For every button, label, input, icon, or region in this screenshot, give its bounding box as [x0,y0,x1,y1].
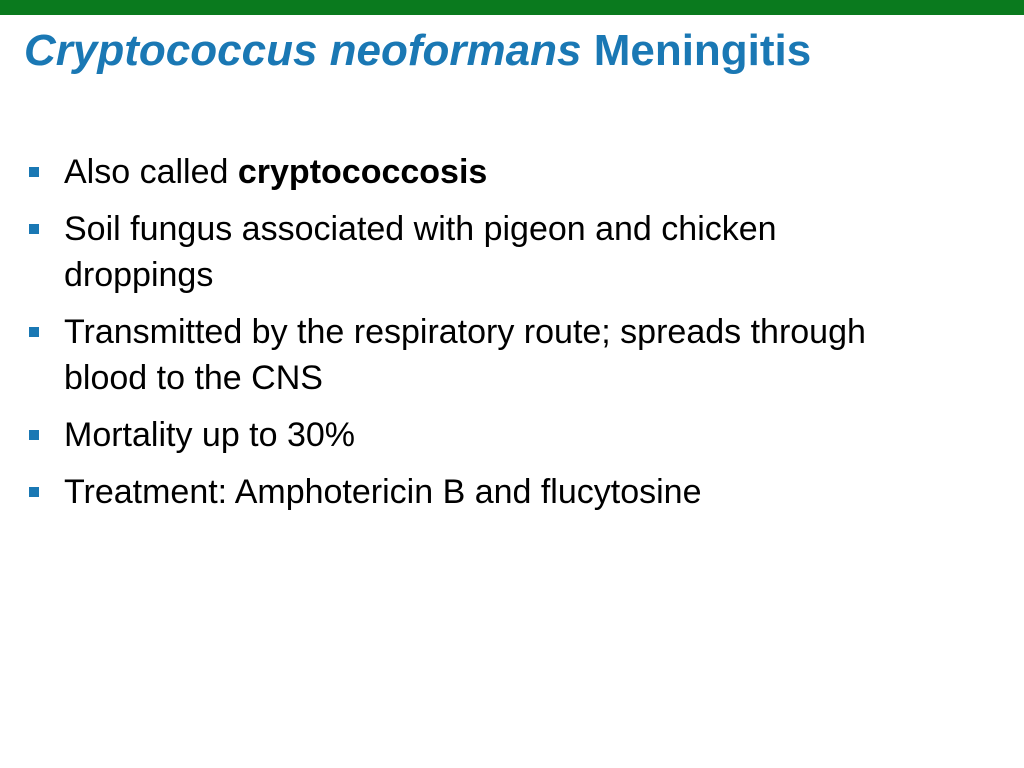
square-bullet-icon [29,167,39,177]
square-bullet-icon [29,430,39,440]
slide-title [24,24,811,78]
bullet-bold-term: cryptococcosis [237,153,488,191]
square-bullet-icon [29,487,39,497]
bullet-text: Also called [64,153,238,191]
bullet-text: Soil fungus associated with pigeon and chicken droppings [64,210,777,294]
square-bullet-icon [29,224,39,234]
title-condition: Meningitis [593,26,812,75]
top-accent-bar [0,0,1024,15]
bullet-item-transmission [24,309,924,401]
bullet-text: Treatment: Amphotericin B and flucytosine [64,473,702,511]
bullet-item-soil-fungus [24,206,924,298]
bullet-text: Transmitted by the respiratory route; spreads through blood to the CNS [64,313,866,397]
bullet-item-mortality [24,412,924,458]
bullet-text: Mortality up to 30% [64,416,356,454]
bullet-item-treatment [24,469,924,515]
bullet-list [24,149,924,526]
bullet-item-also-called [24,149,924,195]
title-organism-name: Cryptococcus neoformans [24,26,582,75]
square-bullet-icon [29,327,39,337]
